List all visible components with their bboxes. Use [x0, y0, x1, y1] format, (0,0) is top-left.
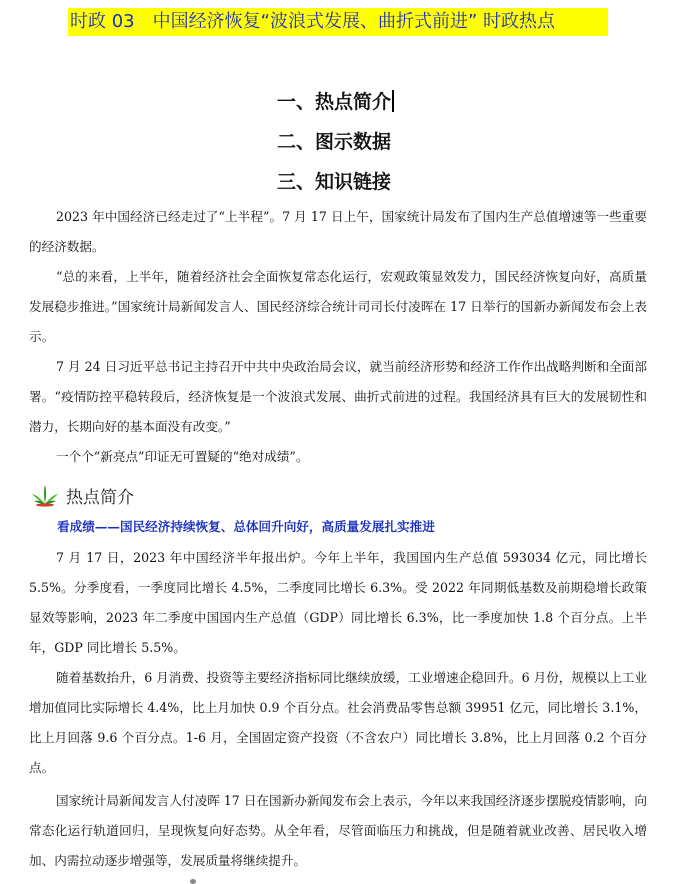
toc-label: 一、热点简介 — [277, 91, 392, 113]
intro-paragraph: 2023 年中国经济已经走过了“上半程”。7 月 17 日上午，国家统计局发布了国内生产总值增速等一些重要的经济数据。 — [29, 209, 647, 254]
intro-paragraph: “总的来看，上半年，随着经济社会全面恢复常态化运行，宏观政策显效发力，国民经济恢复向好，高质量发展稳步推进。”国家统计局新闻发言人、国民经济综合统计司司长付凌晖在 17 日举行的国新办新闻发布会上表示。 — [29, 269, 647, 344]
toc-item-chart-data[interactable]: 二、图示数据 — [277, 131, 392, 153]
intro-paragraph: 7 月 24 日习近平总书记主持召开中共中央政治局会议，就当前经济形势和经济工作作出战略判断和全面部署。“疫情防控平稳转段后，经济恢复是一个波浪式发展、曲折式前进的过程。我国经济具有巨大的发展韧性和潜力，长期向好的基本面没有改变。” — [29, 359, 647, 434]
text-cursor — [392, 90, 394, 112]
toc-item-hot-topic-intro[interactable] — [277, 90, 394, 114]
section-title: 热点简介 — [66, 487, 134, 508]
toc-item-knowledge-links[interactable]: 三、知识链接 — [277, 171, 392, 193]
section-heading — [30, 480, 134, 510]
document-title: 时政 03 中国经济恢复“波浪式发展、曲折式前进” 时政热点 — [68, 8, 608, 36]
page-edge-mark — [190, 879, 196, 884]
section-subheading: 看成绩——国民经济持续恢复、总体回升向好，高质量发展扎实推进 — [57, 519, 435, 534]
body-paragraph: 国家统计局新闻发言人付凌晖 17 日在国新办新闻发布会上表示，今年以来我国经济逐步摆脱疫情影响，向常态化运行轨道回归，呈现恢复向好态势。从全年看，尽管面临压力和挑战，但是随着就业改善、居民收入增加、内需拉动逐步增强等，发展质量将继续提升。 — [29, 793, 647, 868]
green-leaf-icon — [30, 483, 60, 507]
intro-paragraph: 一个个“新亮点”印证无可置疑的“绝对成绩”。 — [56, 449, 309, 464]
body-paragraph: 随着基数抬升，6 月消费、投资等主要经济指标同比继续放缓，工业增速企稳回升。6 月份，规模以上工业增加值同比实际增长 4.4%，比上月加快 0.9 个百分点。社会消费品零售总额 39951 亿元，同比增长 3.1%，比上月回落 9.6 个百分点。1-6 月，全国固定资产投资（不含农户）同比增长 3.8%，比上月回落 0.2 个百分点。 — [29, 670, 647, 775]
body-paragraph: 7 月 17 日，2023 年中国经济半年报出炉。今年上半年，我国国内生产总值 593034 亿元，同比增长 5.5%。分季度看，一季度同比增长 4.5%，二季度同比增长 6.3%。受 2022 年同期低基数及前期稳增长政策显效等影响，2023 年二季度中国国内生产总值（GDP）同比增长 6.3%，比一季度加快 1.8 个百分点。上半年，GDP 同比增长 5.5%。 — [29, 550, 647, 655]
